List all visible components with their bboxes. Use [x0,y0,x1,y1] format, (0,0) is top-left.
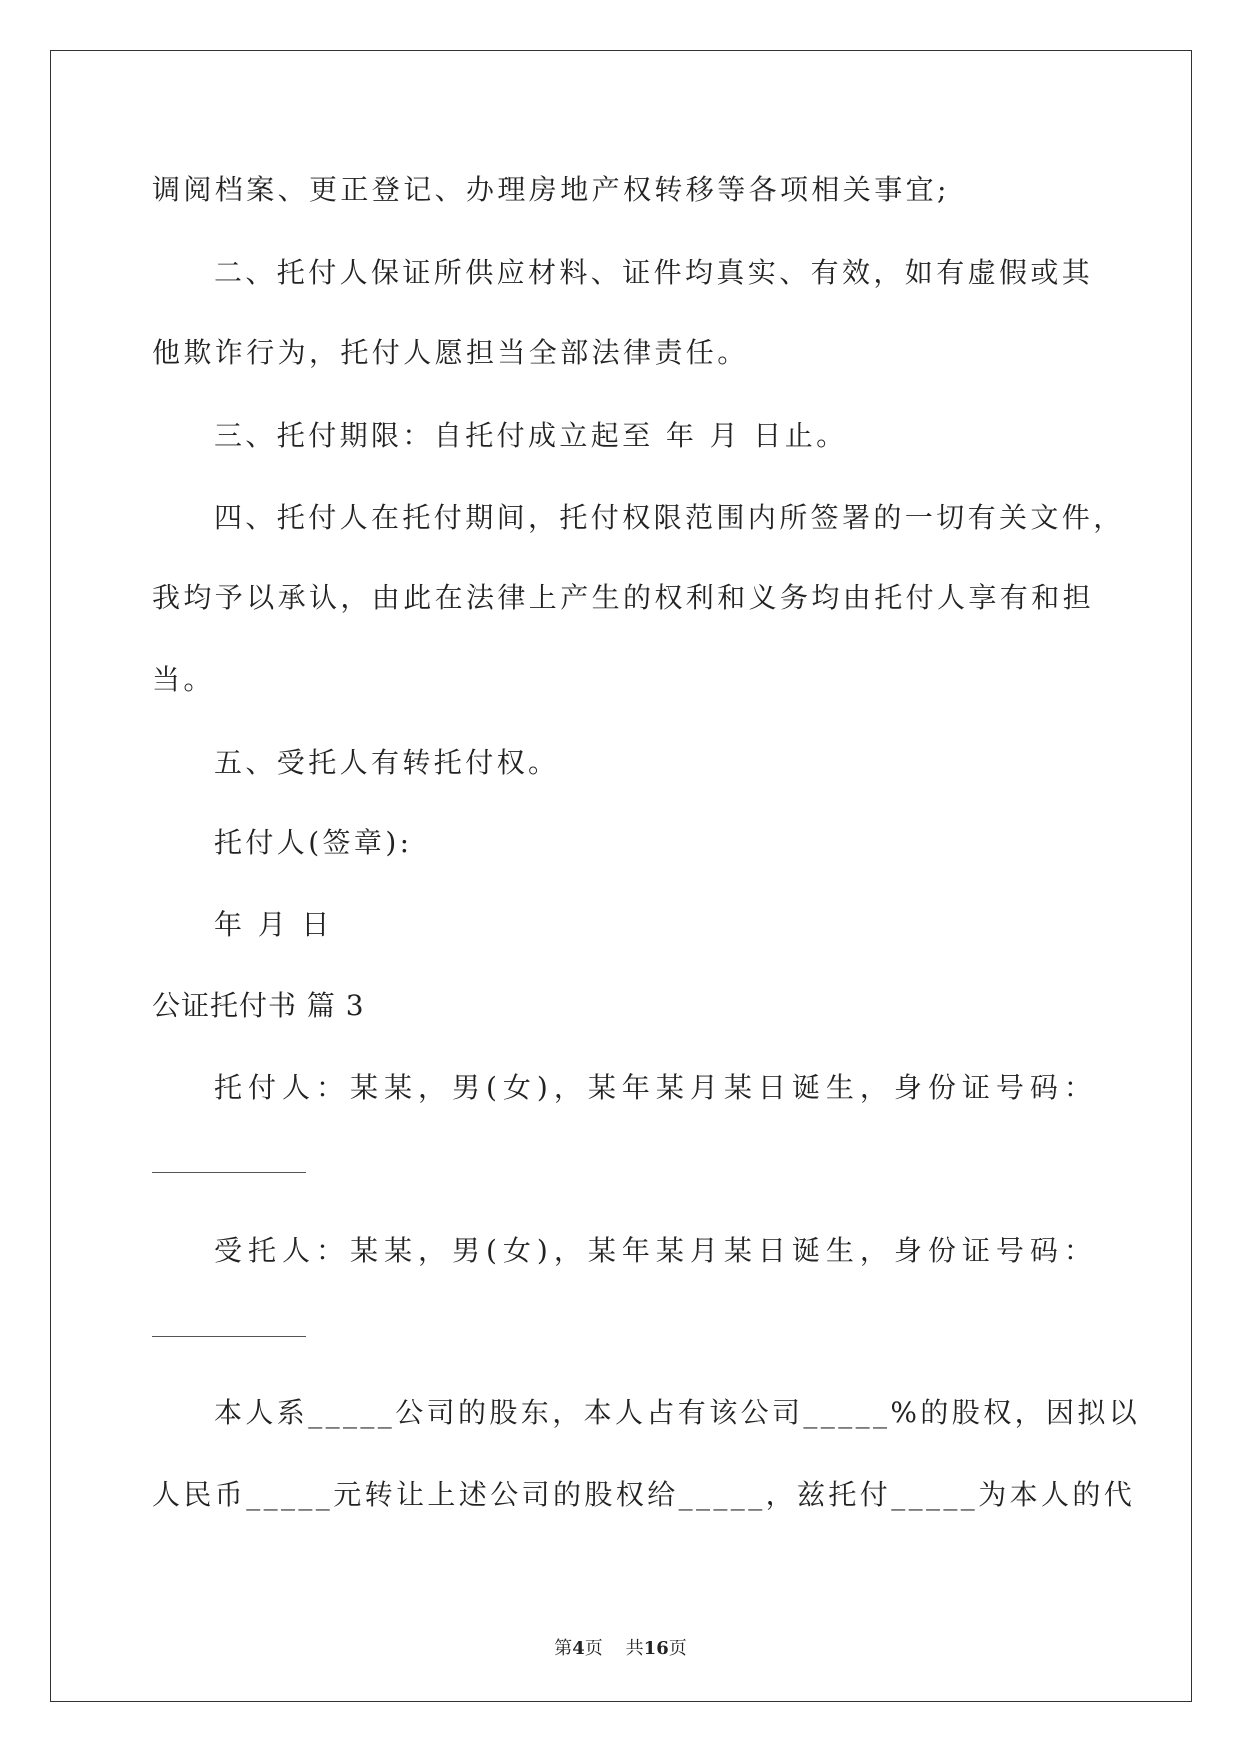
paragraph-line: 托付人(签章): [214,826,413,859]
paragraph-line: 托付人：某某，男(女)，某年某月某日诞生，身份证号码： [214,1071,1098,1104]
page-border [50,50,1192,1702]
paragraph-line: 调阅档案、更正登记、办理房地产权转移等各项相关事宜; [152,173,950,206]
paragraph-line: 年 月 日 [214,908,333,941]
page-footer [0,1634,1241,1660]
footer-total-pages: 16 [643,1638,669,1659]
paragraph-line: 人民币_____元转让上述公司的股权给_____，兹托付_____为本人的代 [152,1478,1136,1511]
blank-underline [152,1336,306,1337]
footer-page-number: 4 [572,1638,585,1659]
paragraph-line: 三、托付期限：自托付成立起至 年 月 日止。 [214,419,848,452]
paragraph-line: 五、受托人有转托付权。 [214,746,560,779]
paragraph-line: 受托人：某某，男(女)，某年某月某日诞生，身份证号码： [214,1234,1098,1267]
footer-suffix: 页 [668,1638,687,1659]
blank-underline [152,1172,306,1173]
footer-mid: 页 共 [584,1638,644,1659]
paragraph-line: 本人系_____公司的股东，本人占有该公司_____%的股权，因拟以 [214,1396,1141,1429]
footer-prefix: 第 [554,1638,573,1659]
paragraph-line: 四、托付人在托付期间，托付权限范围内所签署的一切有关文件， [214,501,1125,534]
paragraph-line: 二、托付人保证所供应材料、证件均真实、有效，如有虚假或其 [214,256,1094,289]
paragraph-line: 当。 [152,663,215,696]
paragraph-line: 他欺诈行为，托付人愿担当全部法律责任。 [152,336,749,369]
section-heading: 公证托付书 篇 3 [152,989,365,1022]
paragraph-line: 我均予以承认，由此在法律上产生的权利和义务均由托付人享有和担 [152,581,1095,614]
